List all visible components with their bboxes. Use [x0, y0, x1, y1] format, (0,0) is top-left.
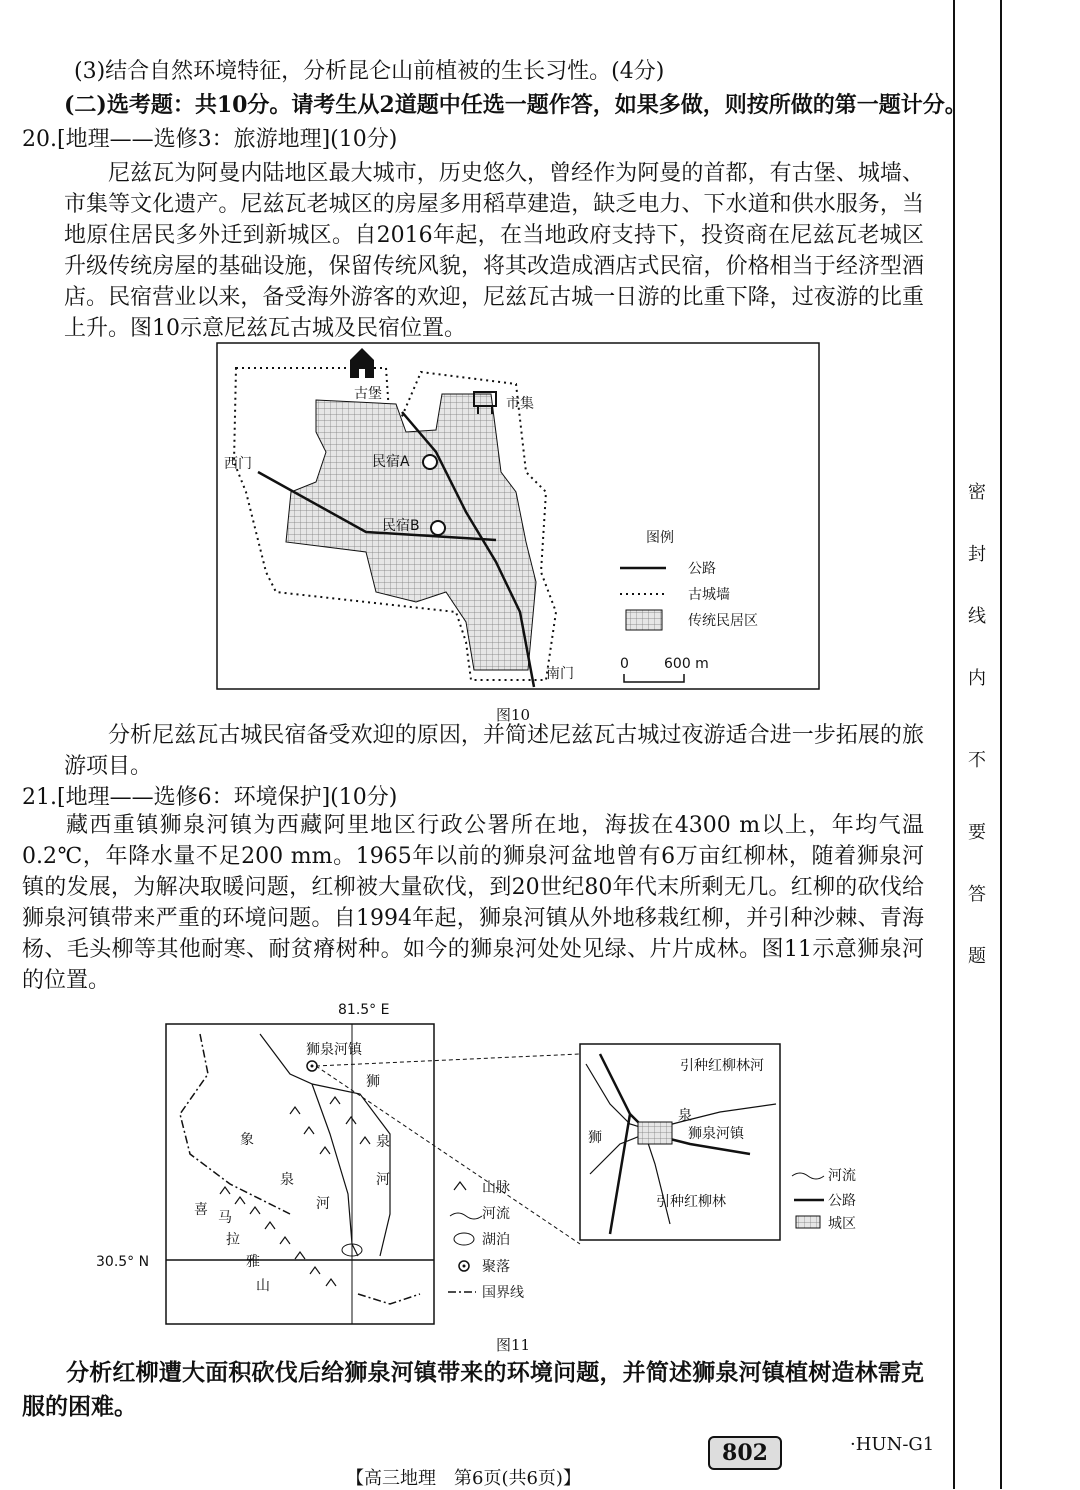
legend-lake-swatch: [454, 1233, 474, 1245]
inset-shi: 狮: [588, 1130, 602, 1146]
sidebar-char: 题: [968, 946, 986, 967]
legend-settlement: 聚落: [482, 1259, 510, 1275]
q20-question: 分析尼兹瓦古城民宿备受欢迎的原因，并简述尼兹瓦古城过夜游适合进一步拓展的旅游项目。: [64, 723, 924, 779]
label-hima-5: 山: [256, 1278, 270, 1294]
section-2-heading: (二)选考题：共10分。请考生从2道题中任选一题作答，如果多做，则按所做的第一题计分。: [64, 92, 967, 118]
sidebar-char: 线: [968, 606, 986, 627]
inset-bottom-belt: 引种红柳林: [656, 1194, 726, 1210]
figure-10-caption: 图10: [496, 706, 531, 724]
q21-title: 21.[地理——选修6：环境保护](10分): [22, 785, 398, 810]
legend-residence: 传统民居区: [688, 613, 758, 629]
inset-legend-city: 城区: [828, 1216, 856, 1232]
legend-mountain-swatch: [454, 1182, 466, 1190]
page-footer: 【高三地理 第6页(共6页)】: [346, 1468, 581, 1489]
legend-border: 国界线: [482, 1285, 524, 1301]
legend-river-swatch: [450, 1213, 482, 1219]
inset-legend-city-swatch: [796, 1216, 820, 1228]
q20-paragraph: 尼兹瓦为阿曼内陆地区最大城市，历史悠久，曾经作为阿曼的首都，有古堡、城墙、市集等文化遗产。尼兹瓦老城区的房屋多用稻草建造，缺乏电力、下水道和供水服务，当地原住居民多外迁到新城区。自2016年起，在当地政府支持下，投资商在尼兹瓦老城区升级传统房屋的基础设施，保留传统风貌，将其改造成酒店式民宿，价格相当于经济型酒店。民宿营业以来，备受海外游客的欢迎，尼兹瓦古城一日游的比重下降，过夜游的比重上升。图10示意尼兹瓦古城及民宿位置。: [64, 161, 924, 341]
q21-question: 分析红柳遭大面积砍伐后给狮泉河镇带来的环境问题，并简述狮泉河镇植树造林需克服的困难。: [22, 1359, 924, 1420]
inset-legend-river: 河流: [828, 1168, 856, 1184]
legend-lake: 湖泊: [482, 1232, 510, 1248]
scale-zero: 0: [620, 656, 629, 672]
legend-wall: 古城墙: [688, 587, 730, 603]
figure-10-map: [216, 342, 820, 690]
q20-title: 20.[地理——选修3：旅游地理](10分): [22, 127, 398, 152]
bnb-a-icon: [423, 455, 437, 469]
figure-11-map: [90, 994, 880, 1334]
sidebar-char: 要: [968, 822, 986, 843]
sidebar-char: 内: [968, 668, 986, 689]
inset-city: [638, 1122, 672, 1144]
label-market: 市集: [506, 396, 534, 412]
scale-dist: 600 m: [664, 656, 709, 672]
sidebar-char: 答: [968, 884, 986, 905]
label-west-gate: 西门: [224, 456, 252, 472]
legend-title: 图例: [646, 530, 674, 546]
label-xiang: 象: [240, 1132, 254, 1148]
label-bnb-b: 民宿B: [382, 518, 420, 534]
question-3: (3)结合自然环境特征，分析昆仑山前植被的生长习性。(4分): [74, 59, 665, 84]
page-stamp: 802: [708, 1436, 782, 1470]
legend-residence-swatch: [626, 610, 662, 630]
label-castle: 古堡: [354, 386, 382, 402]
legend-mountain: 山脉: [482, 1180, 510, 1196]
binding-line-right: [1000, 0, 1002, 1489]
figure-11-caption: 图11: [496, 1336, 531, 1354]
label-he: 河: [376, 1172, 390, 1188]
label-hima-2: 马: [218, 1210, 232, 1226]
binding-line-left: [953, 0, 955, 1489]
label-lon: 81.5° E: [338, 1002, 390, 1018]
label-town: 狮泉河镇: [306, 1042, 362, 1058]
inset-top-belt: 引种红柳林河: [680, 1058, 764, 1074]
label-shi: 狮: [366, 1074, 380, 1090]
label-xiang-quan: 泉: [280, 1172, 294, 1188]
bnb-b-icon: [431, 521, 445, 535]
inset-legend-road: 公路: [828, 1193, 856, 1209]
q21-paragraph: 藏西重镇狮泉河镇为西藏阿里地区行政公署所在地，海拔在4300 m以上，年均气温0.2℃，年降水量不足200 mm。1965年以前的狮泉河盆地曾有6万亩红柳林，随着狮泉河镇的发展，为解决取暖问题，红柳被大量砍伐，到20世纪80年代末所剩无几。红柳的砍伐给狮泉河镇带来严重的环境问题。自1994年起，狮泉河镇从外地移栽红柳，并引种沙棘、青海杨、毛头柳等其他耐寒、耐贫瘠树种。如今的狮泉河处处见绿、片片成林。图11示意狮泉河的位置。: [22, 813, 924, 993]
inset-town: 狮泉河镇: [688, 1126, 744, 1142]
label-bnb-a: 民宿A: [372, 454, 410, 470]
legend-river: 河流: [482, 1206, 510, 1222]
inset-quan: 泉: [678, 1108, 692, 1124]
label-hima-1: 喜: [194, 1202, 208, 1218]
label-lat: 30.5° N: [96, 1254, 150, 1270]
label-hima-3: 拉: [226, 1232, 240, 1248]
sidebar-char: 封: [968, 544, 986, 565]
legend-road: 公路: [688, 561, 716, 577]
label-hima-4: 雅: [246, 1254, 260, 1270]
sidebar-char: 不: [968, 750, 986, 771]
label-quan: 泉: [376, 1134, 390, 1150]
label-xiang-he: 河: [316, 1196, 330, 1212]
label-south-gate: 南门: [546, 666, 574, 682]
inset-legend-river-swatch: [792, 1173, 824, 1179]
paper-code: ·HUN-G1: [850, 1434, 935, 1455]
sidebar-char: 密: [968, 482, 986, 503]
figure-11-frame: [166, 1024, 434, 1324]
